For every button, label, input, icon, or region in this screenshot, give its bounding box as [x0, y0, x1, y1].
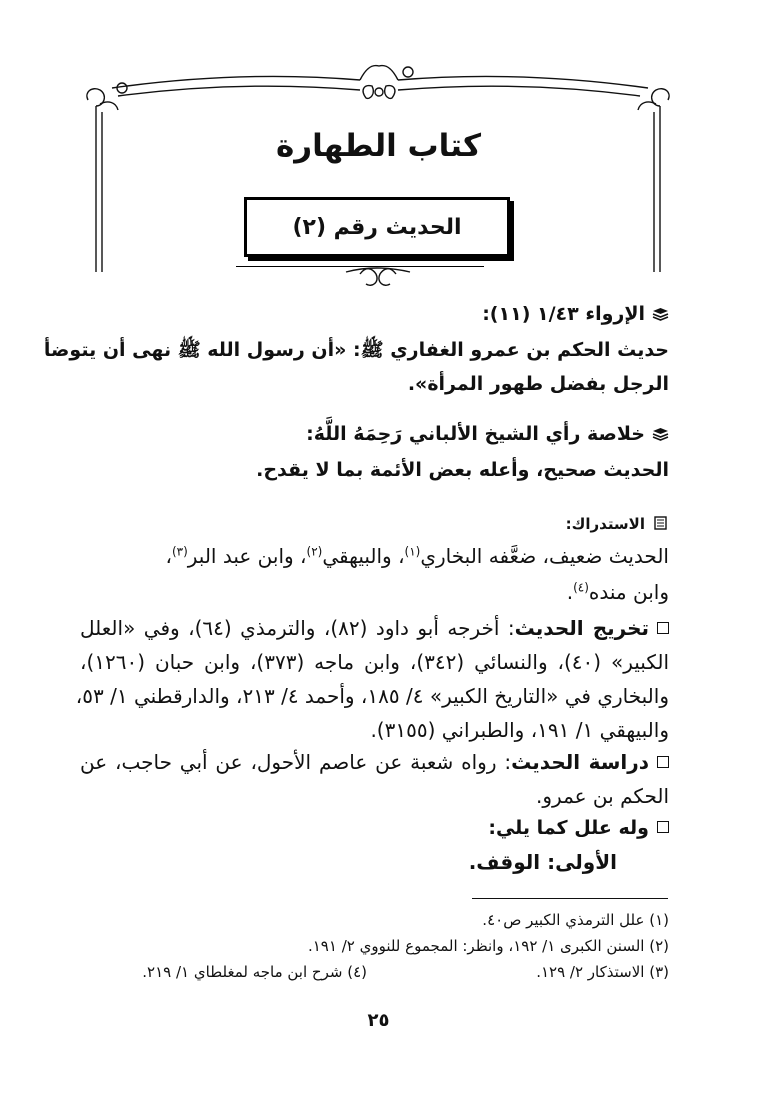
takhrij-line-2: الكبير» (٤٠)، والنسائي (٣٤٢)، وابن ماجه (٣٧٣)، وابن حبان (١٢٦٠)،: [80, 650, 670, 674]
footnote-4: (٤) شرح ابن ماجه لمغلطاي ١/ ٢١٩.: [142, 963, 367, 981]
dirasa-label: دراسة الحديث: [511, 750, 649, 774]
footnote-1: (١) علل الترمذي الكبير ص٤٠.: [482, 911, 669, 929]
dirasa-text-1: : رواه شعبة عن عاصم الأحول، عن أبي حاجب، عن: [80, 750, 512, 774]
ilal-heading-line: [80, 812, 669, 844]
irwa-hadith-line-1: حديث الحكم بن عمرو الغفاري ﷺ: «أن رسول الله ﷺ نهى أن يتوضأ: [43, 339, 669, 361]
irwa-heading: الإرواء ١/٤٣ (١١):: [482, 303, 645, 325]
istidrak-text-d: ،: [165, 544, 172, 568]
book-title: كتاب الطهارة: [276, 128, 481, 164]
istidrak-text-a: الحديث ضعيف، ضعَّفه البخاري: [420, 544, 669, 568]
istidrak-text-f: .: [566, 580, 574, 604]
box-underline: [236, 266, 484, 267]
istidrak-text-e: وابن منده: [588, 580, 669, 604]
footnote-ref-1: (١): [404, 544, 421, 559]
footnote-ref-4: (٤): [573, 580, 589, 595]
albani-heading-line: [80, 418, 669, 450]
istidrak-heading: الاستدراك:: [565, 515, 645, 533]
albani-heading: خلاصة رأي الشيخ الألباني رَحِمَهُ اللَّهُ:: [306, 423, 645, 445]
hadith-number-box: [244, 197, 510, 257]
istidrak-heading-line: [80, 508, 669, 540]
book-stack-icon: [652, 427, 669, 441]
istidrak-line-2: [80, 576, 669, 608]
istidrak-text-c: ، وابن عبد البر: [187, 544, 307, 568]
footnote-ref-2: (٢): [306, 544, 323, 559]
takhrij-line-4: والبيهقي ١/ ١٩١، والطبراني (٣١٥٥).: [370, 718, 669, 742]
istidrak-text-b: ، والبيهقي: [322, 544, 405, 568]
footnote-2: (٢) السنن الكبرى ١/ ١٩٢، وانظر: المجموع للنووي ٢/ ١٩١.: [307, 937, 669, 955]
takhrij-line-1: [80, 612, 669, 644]
footnote-3: (٣) الاستذكار ٢/ ١٢٩.: [536, 963, 669, 981]
dirasa-line-2: الحكم بن عمرو.: [536, 784, 669, 808]
irwa-hadith-line-2: الرجل بفضل طهور المرأة».: [407, 373, 669, 395]
book-stack-icon: [652, 307, 669, 321]
ilal-heading: وله علل كما يلي:: [488, 817, 649, 839]
square-bullet-icon: [657, 821, 669, 833]
takhrij-label: تخريج الحديث: [514, 616, 649, 640]
page-icon: [652, 516, 669, 530]
footnote-ref-3: (٣): [171, 544, 188, 559]
dirasa-line-1: [80, 746, 669, 778]
square-bullet-icon: [657, 756, 669, 768]
ilal-first: الأولى: الوقف.: [468, 850, 617, 874]
istidrak-line-1: [80, 540, 669, 572]
takhrij-text-1: : أخرجه أبو داود (٨٢)، والترمذي (٦٤)، وفي «العلل: [80, 616, 515, 640]
footnote-separator: [472, 898, 668, 899]
hadith-number-label: الحديث رقم (٢): [292, 214, 462, 240]
takhrij-line-3: والبخاري في «التاريخ الكبير» ٤/ ١٨٥، وأحمد ٤/ ٢١٣، والدارقطني ١/ ٥٣،: [75, 684, 669, 708]
square-bullet-icon: [657, 622, 669, 634]
albani-summary: الحديث صحيح، وأعله بعض الأئمة بما لا يقدح.: [256, 459, 669, 481]
page-number: ٢٥: [367, 1010, 390, 1031]
irwa-heading-line: [80, 298, 669, 330]
